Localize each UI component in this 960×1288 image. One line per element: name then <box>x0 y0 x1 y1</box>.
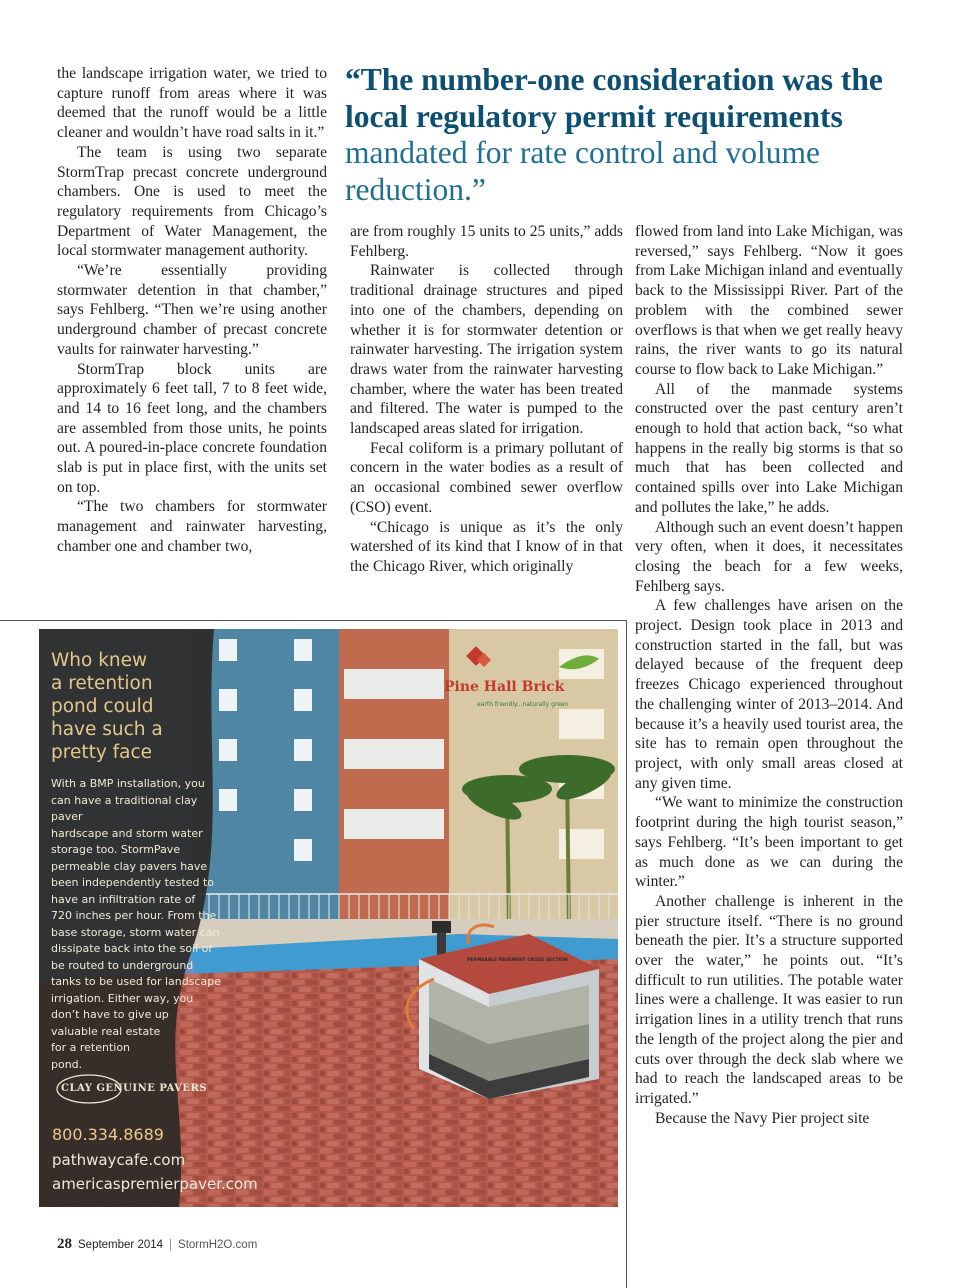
ad-headline: Who knew a retention pond could have such a pretty face <box>51 650 163 763</box>
article-column-2 <box>350 222 623 577</box>
ad-link-pathwaycafe[interactable]: pathwaycafe.com <box>52 1151 186 1169</box>
clay-pavers-logo: CLAY GENUINE PAVERS <box>61 1083 208 1094</box>
article-column-3 <box>635 222 903 1128</box>
paragraph: the landscape irrigation water, we tried to capture runoff from areas where it was deemed that the runoff would be a little cleaner and wouldn’t have road salts in it.” <box>57 65 327 142</box>
paragraph: Rainwater is collected through traditional drainage structures and piped into one of the chambers, depending on whether it is for stormwater detention or rainwater harvesting. The irrigation system draws water from the rainwater harvesting chamber, where the water has been treated and filtered. The water is pumped to the landscaped areas slated for irrigation. <box>350 262 623 438</box>
paragraph: “We want to minimize the construction footprint during the high tourist season,” says Fehlberg. “It’s been important to get as much done as we can during the winter.” <box>635 794 903 891</box>
ad-copy <box>51 649 221 1073</box>
page-footer <box>57 1236 257 1253</box>
ad-frame-top-rule <box>0 620 627 621</box>
paragraph: All of the manmade systems constructed over the past century aren’t enough to hold that action back, “so what happens in the really big storms is that so much that has been collected and contained spills over into Lake Michigan and pollutes the lake,” he adds. <box>635 380 903 516</box>
paragraph: “We’re essentially providing stormwater detention in that chamber,” says Fehlberg. “Then we’re using another underground chamber of precast concrete vaults for rainwater harvesting.” <box>57 262 327 358</box>
pull-quote <box>345 62 930 208</box>
paragraph: are from roughly 15 units to 25 units,” adds Fehlberg. <box>350 223 623 260</box>
paragraph: “The two chambers for stormwater management and rainwater harvesting, chamber one and chamber two, <box>57 498 327 555</box>
paragraph: StormTrap block units are approximately 6 feet tall, 7 to 8 feet wide, and 14 to 16 feet long, and the chambers are assembled from those units, he points out. A poured-in-place concrete foundation slab is put in place first, with the units set on top. <box>57 360 327 496</box>
brand-name: Pine Hall Brick <box>444 679 565 695</box>
paragraph: flowed from land into Lake Michigan, was reversed,” says Fehlberg. “Now it goes from Lake Michigan inland and eventually back to the Mississippi River. Part of the problem with the combined sewer overflows is that when we get really heavy rains, the river wants to go its natural course to flow back to Lake Michigan.” <box>635 223 903 378</box>
ad-frame-side-rule <box>626 620 627 1288</box>
ad-link-americaspremierpaver[interactable]: americaspremierpaver.com <box>52 1175 258 1193</box>
paragraph: Although such an event doesn’t happen very often, when it does, it necessitates closing the beach for a few weeks, Fehlberg says. <box>635 518 903 595</box>
brand-tagline: earth friendly...naturally green <box>477 701 569 708</box>
page-number: 28 <box>57 1236 72 1252</box>
ad-phone-number[interactable]: 800.334.8689 <box>52 1125 164 1144</box>
paragraph: The team is using two separate StormTrap precast concrete underground chambers. One is used to meet the regulatory requirements from Chicago’s Department of Water Management, the local stormwater management authority. <box>57 143 327 260</box>
cross-section-caption: PERMEABLE PAVEMENT CROSS SECTION <box>467 958 568 963</box>
footer-separator: | <box>169 1239 173 1251</box>
advertisement[interactable] <box>39 629 618 1207</box>
paragraph: A few challenges have arisen on the project. Design took place in 2013 and construction started in the fall, but was delayed because of the frequent deep freezes Chicago experienced throughout the challenging winter of 2013–2014. And because it’s a heavily used tourist area, the site has to remain open throughout the project, with only small areas closed at any given time. <box>635 597 903 792</box>
issue-date: September 2014 <box>78 1239 164 1251</box>
pull-quote-rest: mandated for rate control and volume reduction.” <box>345 135 820 207</box>
article-column-1 <box>57 64 327 557</box>
paragraph: Another challenge is inherent in the pier structure itself. “There is no ground beneath the pier. It’s a structure supported over the water,” he points out. “It’s difficult to run utilities. The potable water lines were a challenge. It was easier to run irrigation lines in a utility trench that runs the length of the project along the pier and cuts over through the deck slab where we had to reach the landscaped areas to be irrigated.” <box>635 892 903 1107</box>
ad-body: With a BMP installation, you can have a traditional clay paver hardscape and storm water storage too. StormPave permeable clay pavers have been independently tested to have an infiltration rate of 720 inches per hour. From the base storage, storm water can dissipate back into the soil or be routed to underground tanks to be used for landscape irrigation. Either way, you don’t have to give up valuable real estate for a retention pond. <box>51 777 222 1071</box>
footer-site[interactable]: StormH2O.com <box>178 1239 258 1251</box>
pull-quote-strong: “The number-one consideration was the local regulatory permit requirements <box>345 62 883 134</box>
paragraph: Because the Navy Pier project site <box>655 1109 870 1127</box>
paragraph: “Chicago is unique as it’s the only watershed of its kind that I know of in that the Chicago River, which originally <box>350 518 623 575</box>
paragraph: Fecal coliform is a primary pollutant of concern in the water bodies as a result of an occasional combined sewer overflow (CSO) event. <box>350 439 623 516</box>
